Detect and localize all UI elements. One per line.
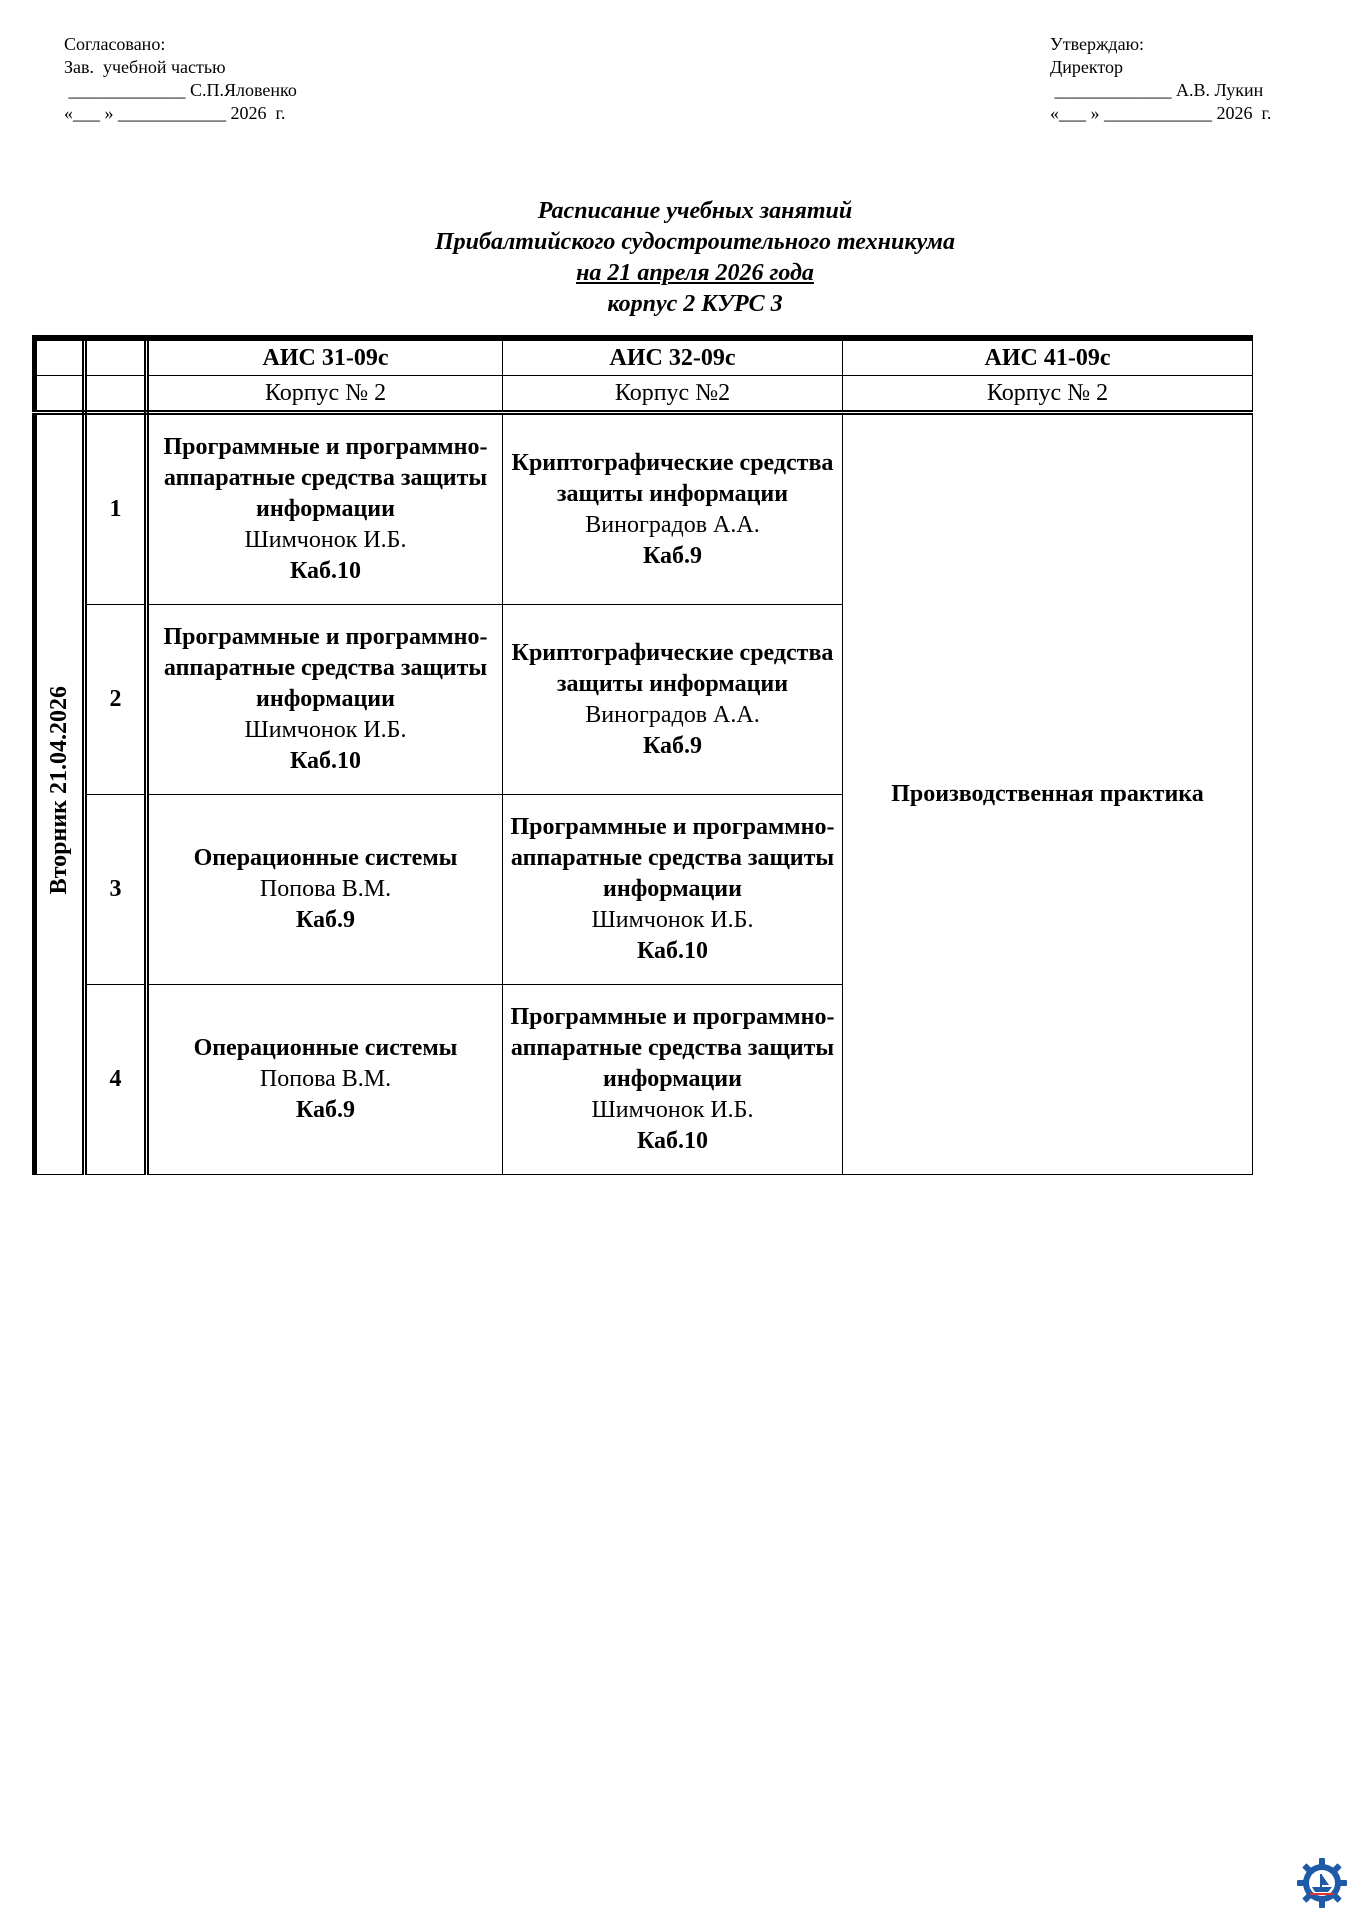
lesson-teacher: Шимчонок И.Б. bbox=[244, 717, 407, 743]
lesson-room: Каб.9 bbox=[642, 732, 703, 759]
lesson-room: Каб.10 bbox=[289, 558, 362, 584]
practice-label: Производственная практика bbox=[891, 781, 1204, 807]
approval-left-line4: «___ » ____________ 2026 г. bbox=[64, 103, 286, 123]
lesson-cell bbox=[147, 795, 503, 985]
lesson-subject: Программные и программно- аппаратные средства защиты информации bbox=[510, 814, 835, 902]
lesson-subject: Криптографические средства защиты информации bbox=[511, 449, 834, 507]
lesson-subject: Операционные системы bbox=[193, 845, 458, 871]
approval-right-line2: Директор bbox=[1050, 57, 1124, 77]
building-row bbox=[35, 376, 1253, 413]
gear-ship-logo-icon bbox=[1296, 1857, 1348, 1909]
pair-number: 1 bbox=[85, 413, 147, 605]
lesson-subject: Программные и программно- аппаратные средства защиты информации bbox=[163, 624, 488, 712]
pair-number: 4 bbox=[85, 985, 147, 1175]
group-header-3: АИС 41-09с bbox=[843, 338, 1253, 376]
day-label: Вторник 21.04.2026 bbox=[46, 685, 72, 895]
schedule-title bbox=[0, 196, 1358, 320]
approval-right-line3: _____________ А.В. Лукин bbox=[1050, 80, 1264, 100]
lesson-room: Каб.9 bbox=[295, 1097, 356, 1123]
approval-right-line1: Утверждаю: bbox=[1050, 34, 1145, 54]
lesson-subject: Операционные системы bbox=[193, 1035, 458, 1061]
building-corner-day bbox=[35, 376, 85, 413]
lesson-teacher: Попова В.М. bbox=[259, 1066, 392, 1092]
group-header-2: АИС 32-09с bbox=[503, 338, 843, 376]
table-row bbox=[35, 413, 1253, 605]
lesson-cell bbox=[147, 605, 503, 795]
lesson-subject: Программные и программно- аппаратные средства защиты информации bbox=[163, 434, 488, 522]
lesson-room: Каб.10 bbox=[289, 748, 362, 774]
schedule-table bbox=[32, 335, 1253, 1175]
practice-cell bbox=[843, 413, 1253, 1175]
title-line2: Прибалтийского судостроительного техникума bbox=[435, 229, 955, 255]
approval-left-line1: Согласовано: bbox=[64, 34, 166, 54]
approval-left-line3: _____________ С.П.Яловенко bbox=[64, 80, 297, 100]
group-header-row bbox=[35, 338, 1253, 376]
lesson-cell bbox=[147, 413, 503, 605]
group-header-1: АИС 31-09с bbox=[147, 338, 503, 376]
lesson-cell bbox=[503, 605, 843, 795]
day-cell bbox=[35, 413, 85, 1175]
lesson-teacher: Виноградов А.А. bbox=[585, 511, 760, 538]
lesson-room: Каб.9 bbox=[642, 542, 703, 569]
title-line4: корпус 2 КУРС 3 bbox=[607, 291, 783, 317]
lesson-cell bbox=[503, 795, 843, 985]
lesson-room: Каб.10 bbox=[636, 938, 709, 964]
approval-block-left bbox=[64, 33, 297, 125]
header-corner-num bbox=[85, 338, 147, 376]
lesson-teacher: Попова В.М. bbox=[259, 876, 392, 902]
lesson-cell bbox=[503, 413, 843, 605]
lesson-teacher: Виноградов А.А. bbox=[585, 701, 760, 728]
lesson-subject: Программные и программно- аппаратные средства защиты информации bbox=[510, 1004, 835, 1092]
approval-right-line4: «___ » ____________ 2026 г. bbox=[1050, 103, 1272, 123]
lesson-subject: Криптографические средства защиты информации bbox=[511, 639, 834, 697]
lesson-room: Каб.9 bbox=[295, 907, 356, 933]
lesson-cell bbox=[147, 985, 503, 1175]
header-corner-day bbox=[35, 338, 85, 376]
lesson-teacher: Шимчонок И.Б. bbox=[591, 907, 754, 933]
building-group-2: Корпус №2 bbox=[503, 376, 843, 413]
title-date: на 21 апреля 2026 года bbox=[576, 260, 814, 286]
approval-left-line2: Зав. учебной частью bbox=[64, 57, 226, 77]
lesson-room: Каб.10 bbox=[636, 1128, 709, 1154]
title-line1: Расписание учебных занятий bbox=[537, 198, 853, 224]
lesson-teacher: Шимчонок И.Б. bbox=[591, 1097, 754, 1123]
approval-block-right bbox=[1050, 33, 1271, 125]
building-group-3: Корпус № 2 bbox=[843, 376, 1253, 413]
building-group-1: Корпус № 2 bbox=[147, 376, 503, 413]
pair-number: 3 bbox=[85, 795, 147, 985]
lesson-teacher: Шимчонок И.Б. bbox=[244, 527, 407, 553]
lesson-cell bbox=[503, 985, 843, 1175]
building-corner-num bbox=[85, 376, 147, 413]
pair-number: 2 bbox=[85, 605, 147, 795]
